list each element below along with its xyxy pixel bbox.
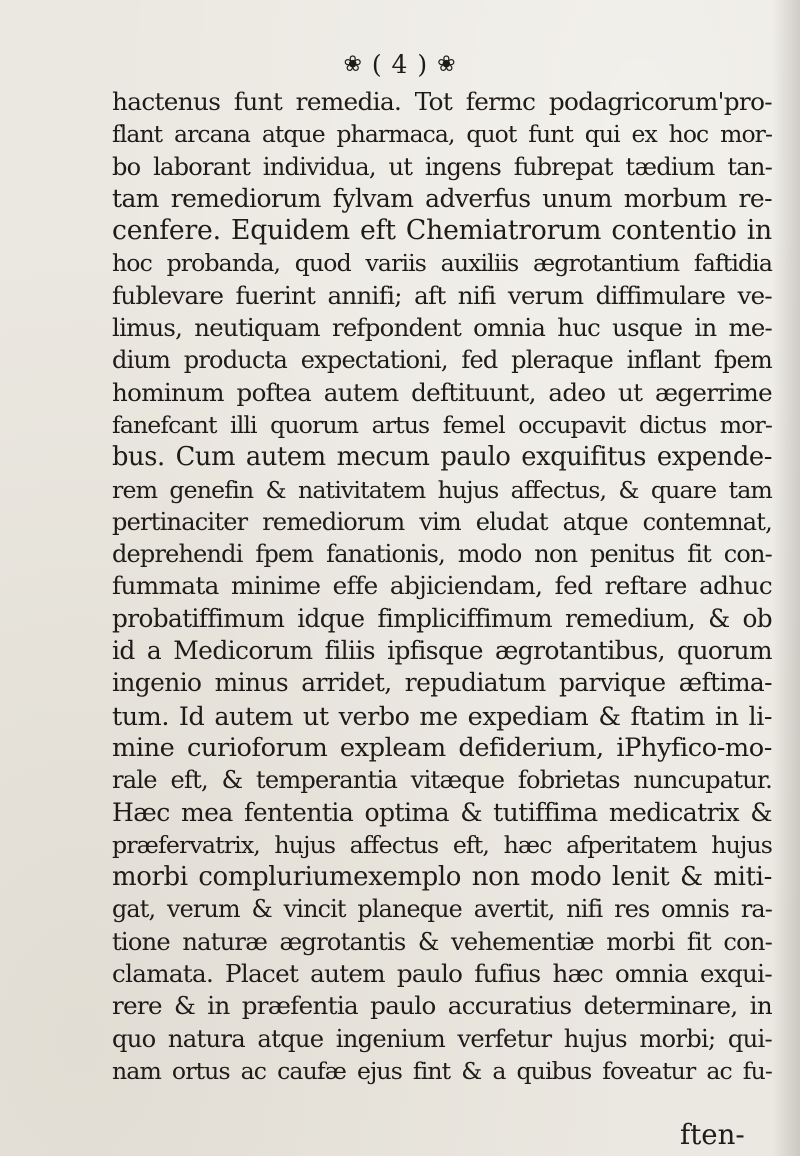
text-line: hactenus funt remedia. Tot fermc podagricorum'pro- <box>112 87 772 116</box>
text-line: cenfere. Equidem eft Chemiatrorum contentio in <box>112 215 772 247</box>
text-line: flant arcana atque pharmaca, quot funt qui ex hoc mor- <box>112 120 772 149</box>
text-line: bo laborant individua, ut ingens fubrepat tædium tan- <box>112 152 772 181</box>
text-line: tam remediorum fylvam adverfus unum morbum re- <box>112 183 772 213</box>
text-line: nam ortus ac caufæ ejus fint & a quibus foveatur ac fu- <box>112 1056 772 1085</box>
page-number: ( 4 ) <box>371 50 429 79</box>
text-line: tione naturæ ægrotantis & vehementiæ morbi fit con- <box>112 927 772 956</box>
text-line: probatiffimum idque fimpliciffimum remedium, & ob <box>112 603 772 633</box>
text-line: rale eft, & temperantia vitæque fobrietas nuncupatur. <box>112 766 772 795</box>
text-line: fanefcant illi quorum artus femel occupavit dictus mor- <box>112 410 772 439</box>
text-line: fummata minime effe abjiciendam, fed reftare adhuc <box>112 571 772 601</box>
text-line: rere & in præfentia paulo accuratius determinare, in <box>112 991 772 1021</box>
text-line: quo natura atque ingenium verfetur hujus morbi; qui- <box>112 1024 772 1053</box>
text-line: hominum poftea autem deftituunt, adeo ut ægerrime <box>112 377 772 407</box>
catchword: ften- <box>680 1118 745 1151</box>
text-line: limus, neutiquam refpondent omnia huc usque in me- <box>112 313 772 343</box>
text-line: morbi compluriumexemplo non modo lenit & miti- <box>112 862 772 893</box>
page-header <box>0 50 800 79</box>
text-line: ingenio minus arridet, repudiatum parvique æftima- <box>112 668 772 698</box>
text-line: dium producta expectationi, fed pleraque inflant fpem <box>112 346 772 375</box>
text-line: pertinaciter remediorum vim eludat atque contemnat, <box>112 507 772 536</box>
text-line: deprehendi fpem fanationis, modo non penitus fit con- <box>112 540 772 569</box>
text-line: tum. Id autem ut verbo me expediam & ftatim in li- <box>112 700 772 731</box>
text-line: id a Medicorum filiis ipfisque ægrotantibus, quorum <box>112 636 772 666</box>
body-text <box>112 86 772 1087</box>
text-line: Hæc mea fententia optima & tutiffima medicatrix & <box>112 797 772 827</box>
text-line: mine curioforum expleam defiderium, iPhyfico-mo- <box>112 732 772 763</box>
text-line: clamata. Placet autem paulo fufius hæc omnia exqui- <box>112 959 772 989</box>
text-line: hoc probanda, quod variis auxiliis ægrotantium faftidia <box>112 249 772 278</box>
page-edge-shadow <box>772 0 800 1156</box>
ornament-right-icon: ❀ <box>437 52 457 77</box>
text-line: præfervatrix, hujus affectus eft, hæc afperitatem hujus <box>112 830 772 859</box>
text-line: gat, verum & vincit planeque avertit, nifi res omnis ra- <box>112 895 772 924</box>
text-line: fublevare fuerint annifi; aft nifi verum diffimulare ve- <box>112 280 772 310</box>
text-line: bus. Cum autem mecum paulo exquifitus expende- <box>112 442 772 473</box>
text-line: rem genefin & nativitatem hujus affectus, & quare tam <box>112 475 772 504</box>
ornament-left-icon: ❀ <box>343 52 363 77</box>
